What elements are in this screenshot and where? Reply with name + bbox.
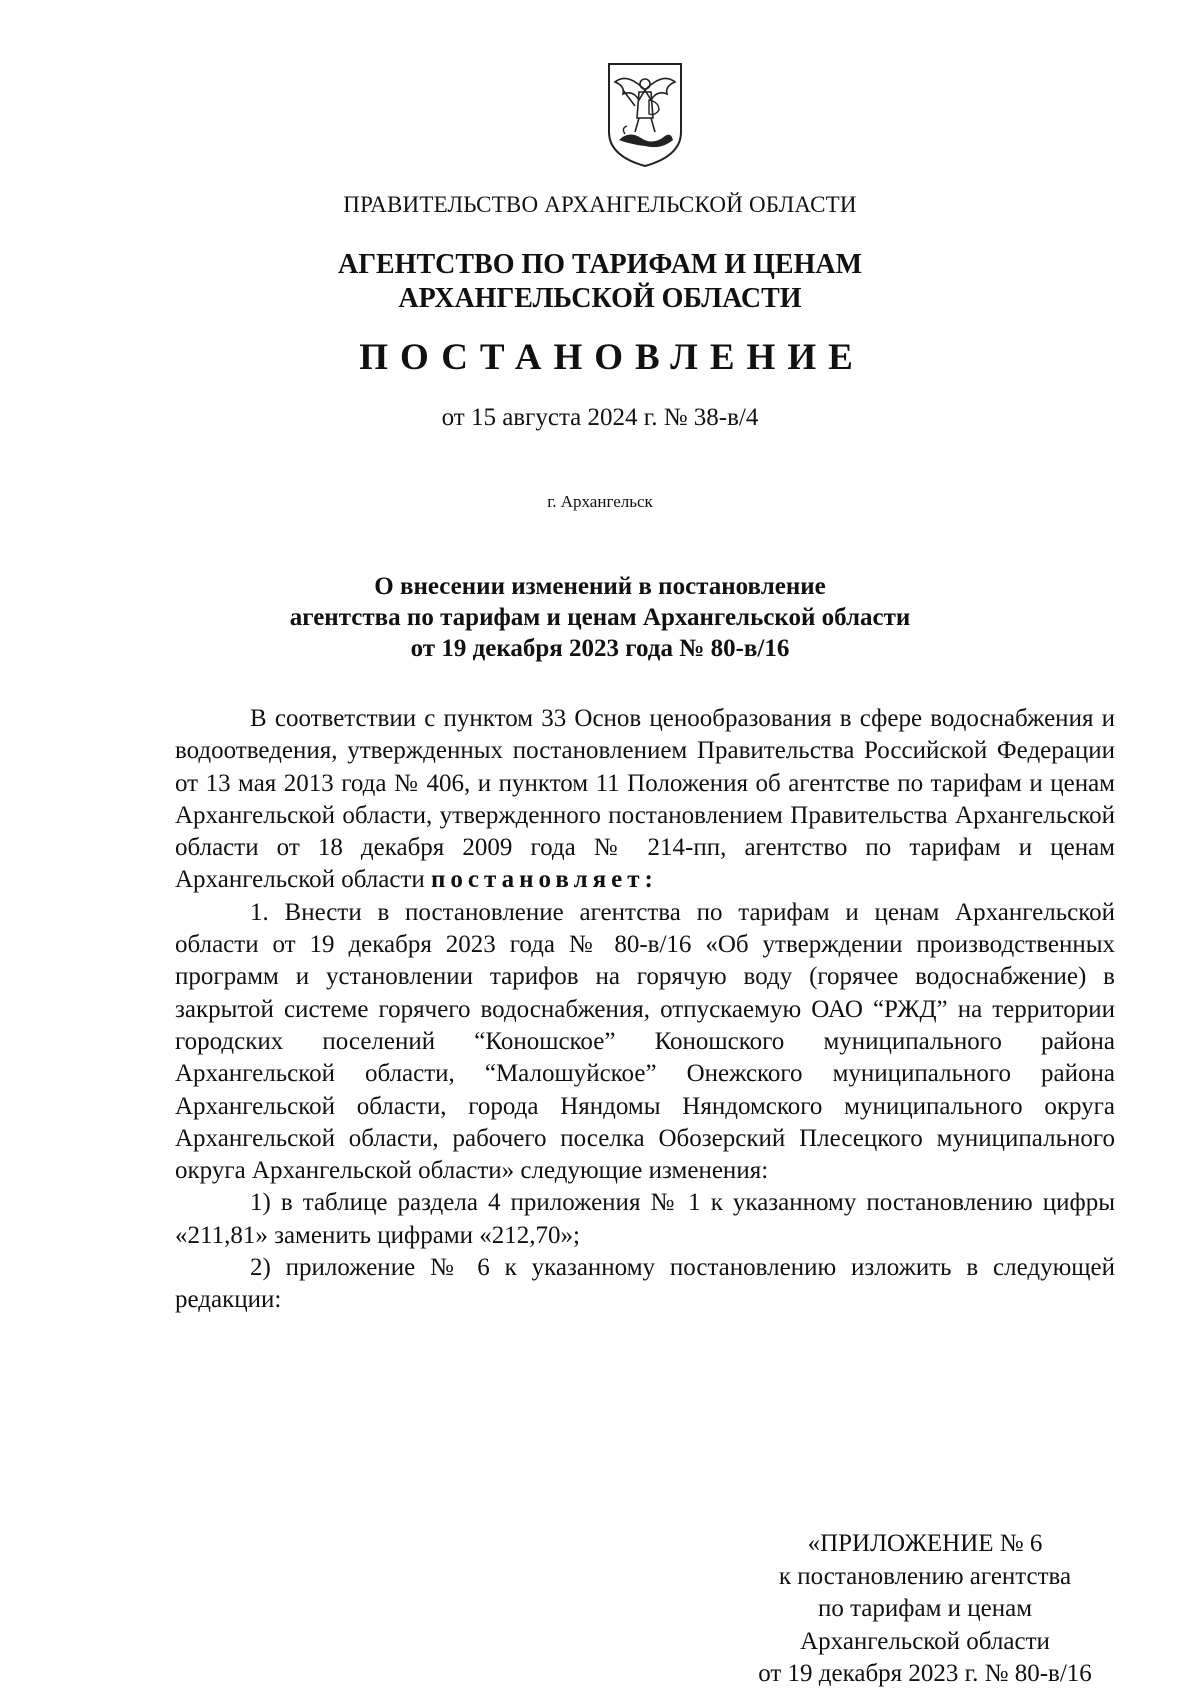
appendix-line1: «ПРИЛОЖЕНИЕ № 6 [807,1530,1043,1557]
preamble-paragraph [175,703,1115,897]
agency-name [0,248,1200,316]
subitem-1-paragraph: 1) в таблице раздела 4 приложения № 1 к указанному постановлению цифры «211,81» заменить цифрами «212,70»; [175,1189,1115,1249]
agency-name-line1: АГЕНТСТВО ПО ТАРИФАМ И ЦЕНАМ [337,249,863,280]
document-subject [0,571,1200,664]
appendix-line3: по тарифам и ценам [817,1595,1033,1622]
appendix-header [725,1528,1125,1691]
subitem-2-paragraph: 2) приложение № 6 к указанному постановлению изложить в следующей редакции: [175,1254,1115,1314]
subject-line2: агентства по тарифам и ценам Архангельской области [289,604,911,631]
document-body [175,703,1115,1317]
document-type-title: ПОСТАНОВЛЕНИЕ [359,337,865,378]
decree-word: постановляет: [431,866,658,894]
coat-of-arms-icon [605,60,685,170]
document-date-number: от 15 августа 2024 г. № 38-в/4 [441,404,759,431]
agency-name-line2: АРХАНГЕЛЬСКОЙ ОБЛАСТИ [398,283,802,314]
appendix-line5: от 19 декабря 2023 г. № 80-в/16 [758,1660,1092,1687]
appendix-line2: к постановлению агентства [778,1562,1072,1590]
government-name: ПРАВИТЕЛЬСТВО АРХАНГЕЛЬСКОЙ ОБЛАСТИ [343,192,857,217]
document-city: г. Архангельск [547,492,653,511]
subject-line1: О внесении изменений в постановление [374,573,826,600]
appendix-line4: Архангельской области [800,1627,1050,1655]
subject-line3: от 19 декабря 2023 года № 80-в/16 [410,635,790,662]
preamble-text: В соответствии с пунктом 33 Основ ценообразования в сфере водоснабжения и водоотведения, утвержденных постановлением Правительства Российской Федерации от 13 мая 2013 года № 406, и пунктом 11 Положения об агентстве по тарифам и ценам Архангельской области, утвержденного постановлением Правительства Архангельской области от 18 декабря 2009 года № 214-пп, агентство по тарифам и ценам Архангельской области [175,705,1115,894]
item-1-paragraph: 1. Внести в постановление агентства по тарифам и ценам Архангельской области от 19 декабря 2023 года № 80-в/16 «Об утверждении производственных программ и установлении тарифов на горячую воду (горячее водоснабжение) в закрытой системе горячего водоснабжения, отпускаемую ОАО “РЖД” на территории городских поселений “Коношское” Коношского муниципального района Архангельской области, “Малошуйское” Онежского муниципального района Архангельской области, города Няндомы Няндомского муниципального округа Архангельской области, рабочего поселка Обозерский Плесецкого муниципального округа Архангельской области» следующие изменения: [175,898,1115,1185]
